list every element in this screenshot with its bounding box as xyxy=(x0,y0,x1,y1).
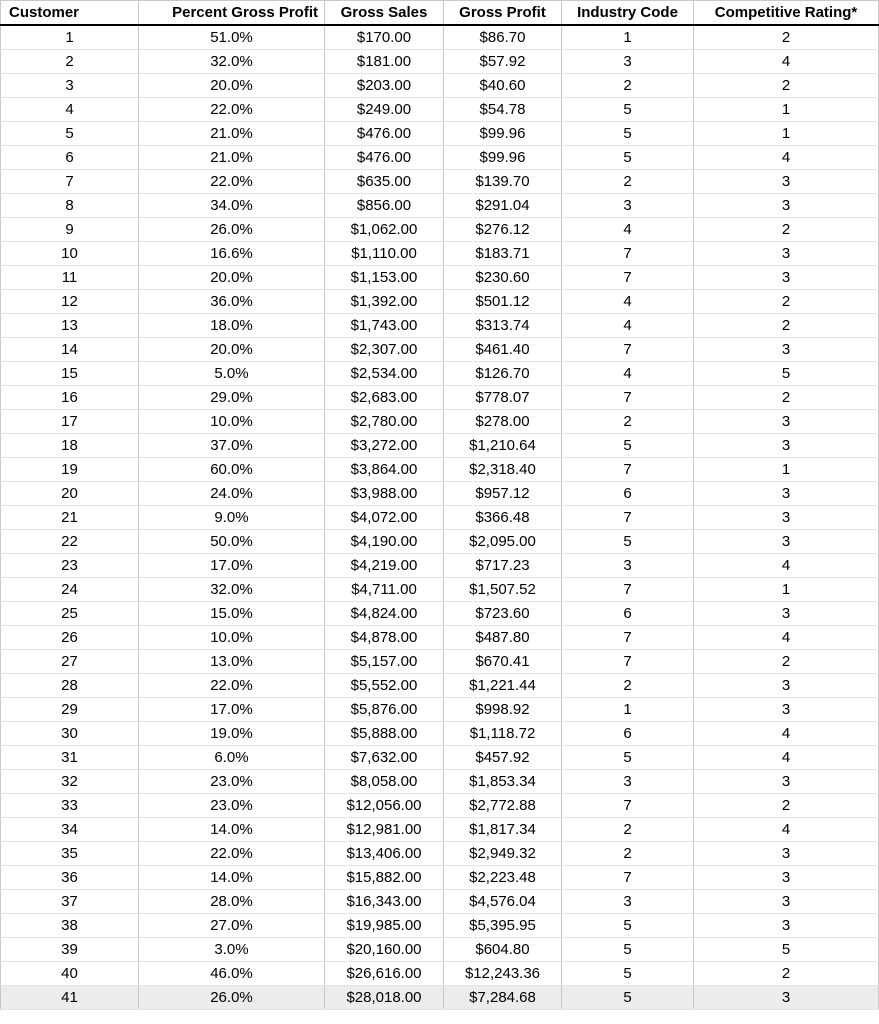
table-row[interactable] xyxy=(1,74,879,98)
column-header-percent-gross-profit[interactable]: Percent Gross Profit xyxy=(139,1,325,26)
competitive-rating-cell[interactable]: 1 xyxy=(694,458,879,482)
table-row[interactable] xyxy=(1,146,879,170)
gross-sales-cell[interactable]: $1,153.00 xyxy=(325,266,444,290)
customer-cell[interactable]: 17 xyxy=(1,410,139,434)
percent-gross-profit-cell[interactable]: 50.0% xyxy=(139,530,325,554)
table-row[interactable] xyxy=(1,890,879,914)
percent-gross-profit-cell[interactable]: 24.0% xyxy=(139,482,325,506)
table-row[interactable] xyxy=(1,986,879,1010)
customer-cell[interactable]: 18 xyxy=(1,434,139,458)
gross-sales-cell[interactable]: $7,632.00 xyxy=(325,746,444,770)
gross-sales-cell[interactable]: $20,160.00 xyxy=(325,938,444,962)
table-row[interactable] xyxy=(1,410,879,434)
industry-code-cell[interactable]: 4 xyxy=(562,362,694,386)
customer-cell[interactable]: 38 xyxy=(1,914,139,938)
competitive-rating-cell[interactable]: 4 xyxy=(694,746,879,770)
gross-profit-cell[interactable]: $604.80 xyxy=(444,938,562,962)
industry-code-cell[interactable]: 6 xyxy=(562,482,694,506)
competitive-rating-cell[interactable]: 3 xyxy=(694,914,879,938)
competitive-rating-cell[interactable]: 2 xyxy=(694,962,879,986)
customer-cell[interactable]: 3 xyxy=(1,74,139,98)
customer-cell[interactable]: 39 xyxy=(1,938,139,962)
table-row[interactable] xyxy=(1,746,879,770)
column-header-gross-profit[interactable]: Gross Profit xyxy=(444,1,562,26)
table-row[interactable] xyxy=(1,194,879,218)
percent-gross-profit-cell[interactable]: 28.0% xyxy=(139,890,325,914)
industry-code-cell[interactable]: 5 xyxy=(562,122,694,146)
customer-cell[interactable]: 31 xyxy=(1,746,139,770)
table-row[interactable] xyxy=(1,650,879,674)
percent-gross-profit-cell[interactable]: 19.0% xyxy=(139,722,325,746)
table-row[interactable] xyxy=(1,122,879,146)
customer-cell[interactable]: 6 xyxy=(1,146,139,170)
gross-profit-cell[interactable]: $2,095.00 xyxy=(444,530,562,554)
percent-gross-profit-cell[interactable]: 36.0% xyxy=(139,290,325,314)
industry-code-cell[interactable]: 7 xyxy=(562,458,694,482)
customer-cell[interactable]: 22 xyxy=(1,530,139,554)
industry-code-cell[interactable]: 7 xyxy=(562,626,694,650)
table-row[interactable] xyxy=(1,362,879,386)
gross-sales-cell[interactable]: $1,062.00 xyxy=(325,218,444,242)
gross-sales-cell[interactable]: $5,552.00 xyxy=(325,674,444,698)
industry-code-cell[interactable]: 3 xyxy=(562,50,694,74)
competitive-rating-cell[interactable]: 3 xyxy=(694,170,879,194)
table-row[interactable] xyxy=(1,314,879,338)
gross-profit-cell[interactable]: $12,243.36 xyxy=(444,962,562,986)
gross-sales-cell[interactable]: $12,981.00 xyxy=(325,818,444,842)
industry-code-cell[interactable]: 7 xyxy=(562,578,694,602)
competitive-rating-cell[interactable]: 3 xyxy=(694,770,879,794)
table-row[interactable] xyxy=(1,506,879,530)
gross-profit-cell[interactable]: $5,395.95 xyxy=(444,914,562,938)
gross-sales-cell[interactable]: $4,072.00 xyxy=(325,506,444,530)
percent-gross-profit-cell[interactable]: 20.0% xyxy=(139,266,325,290)
gross-sales-cell[interactable]: $16,343.00 xyxy=(325,890,444,914)
gross-sales-cell[interactable]: $203.00 xyxy=(325,74,444,98)
industry-code-cell[interactable]: 6 xyxy=(562,602,694,626)
customer-cell[interactable]: 12 xyxy=(1,290,139,314)
competitive-rating-cell[interactable]: 1 xyxy=(694,122,879,146)
percent-gross-profit-cell[interactable]: 23.0% xyxy=(139,794,325,818)
table-row[interactable] xyxy=(1,170,879,194)
competitive-rating-cell[interactable]: 3 xyxy=(694,242,879,266)
percent-gross-profit-cell[interactable]: 14.0% xyxy=(139,818,325,842)
gross-profit-cell[interactable]: $54.78 xyxy=(444,98,562,122)
competitive-rating-cell[interactable]: 3 xyxy=(694,842,879,866)
industry-code-cell[interactable]: 2 xyxy=(562,74,694,98)
table-row[interactable] xyxy=(1,938,879,962)
industry-code-cell[interactable]: 2 xyxy=(562,842,694,866)
industry-code-cell[interactable]: 7 xyxy=(562,506,694,530)
table-row[interactable] xyxy=(1,266,879,290)
table-row[interactable] xyxy=(1,25,879,50)
industry-code-cell[interactable]: 7 xyxy=(562,866,694,890)
gross-profit-cell[interactable]: $1,507.52 xyxy=(444,578,562,602)
table-row[interactable] xyxy=(1,626,879,650)
gross-sales-cell[interactable]: $5,888.00 xyxy=(325,722,444,746)
gross-profit-cell[interactable]: $99.96 xyxy=(444,122,562,146)
table-row[interactable] xyxy=(1,962,879,986)
gross-sales-cell[interactable]: $4,824.00 xyxy=(325,602,444,626)
customer-cell[interactable]: 8 xyxy=(1,194,139,218)
industry-code-cell[interactable]: 5 xyxy=(562,986,694,1010)
gross-profit-cell[interactable]: $461.40 xyxy=(444,338,562,362)
customer-cell[interactable]: 23 xyxy=(1,554,139,578)
percent-gross-profit-cell[interactable]: 60.0% xyxy=(139,458,325,482)
customer-cell[interactable]: 37 xyxy=(1,890,139,914)
gross-profit-cell[interactable]: $57.92 xyxy=(444,50,562,74)
percent-gross-profit-cell[interactable]: 16.6% xyxy=(139,242,325,266)
percent-gross-profit-cell[interactable]: 22.0% xyxy=(139,170,325,194)
table-row[interactable] xyxy=(1,290,879,314)
gross-profit-cell[interactable]: $2,223.48 xyxy=(444,866,562,890)
gross-profit-cell[interactable]: $457.92 xyxy=(444,746,562,770)
percent-gross-profit-cell[interactable]: 51.0% xyxy=(139,25,325,50)
gross-sales-cell[interactable]: $2,780.00 xyxy=(325,410,444,434)
competitive-rating-cell[interactable]: 3 xyxy=(694,194,879,218)
industry-code-cell[interactable]: 1 xyxy=(562,698,694,722)
gross-sales-cell[interactable]: $28,018.00 xyxy=(325,986,444,1010)
percent-gross-profit-cell[interactable]: 6.0% xyxy=(139,746,325,770)
industry-code-cell[interactable]: 5 xyxy=(562,434,694,458)
table-row[interactable] xyxy=(1,338,879,362)
industry-code-cell[interactable]: 3 xyxy=(562,554,694,578)
customer-cell[interactable]: 20 xyxy=(1,482,139,506)
competitive-rating-cell[interactable]: 3 xyxy=(694,866,879,890)
industry-code-cell[interactable]: 4 xyxy=(562,218,694,242)
table-row[interactable] xyxy=(1,914,879,938)
table-row[interactable] xyxy=(1,602,879,626)
industry-code-cell[interactable]: 7 xyxy=(562,266,694,290)
competitive-rating-cell[interactable]: 5 xyxy=(694,362,879,386)
percent-gross-profit-cell[interactable]: 10.0% xyxy=(139,410,325,434)
gross-sales-cell[interactable]: $3,864.00 xyxy=(325,458,444,482)
industry-code-cell[interactable]: 2 xyxy=(562,410,694,434)
gross-profit-cell[interactable]: $670.41 xyxy=(444,650,562,674)
gross-profit-cell[interactable]: $366.48 xyxy=(444,506,562,530)
gross-sales-cell[interactable]: $476.00 xyxy=(325,146,444,170)
gross-sales-cell[interactable]: $249.00 xyxy=(325,98,444,122)
customer-cell[interactable]: 30 xyxy=(1,722,139,746)
customer-cell[interactable]: 2 xyxy=(1,50,139,74)
gross-profit-cell[interactable]: $183.71 xyxy=(444,242,562,266)
percent-gross-profit-cell[interactable]: 32.0% xyxy=(139,578,325,602)
percent-gross-profit-cell[interactable]: 18.0% xyxy=(139,314,325,338)
gross-profit-cell[interactable]: $291.04 xyxy=(444,194,562,218)
gross-sales-cell[interactable]: $3,988.00 xyxy=(325,482,444,506)
gross-sales-cell[interactable]: $856.00 xyxy=(325,194,444,218)
competitive-rating-cell[interactable]: 3 xyxy=(694,674,879,698)
gross-profit-cell[interactable]: $1,210.64 xyxy=(444,434,562,458)
competitive-rating-cell[interactable]: 3 xyxy=(694,338,879,362)
industry-code-cell[interactable]: 5 xyxy=(562,530,694,554)
gross-profit-cell[interactable]: $126.70 xyxy=(444,362,562,386)
percent-gross-profit-cell[interactable]: 37.0% xyxy=(139,434,325,458)
industry-code-cell[interactable]: 3 xyxy=(562,890,694,914)
gross-profit-cell[interactable]: $778.07 xyxy=(444,386,562,410)
percent-gross-profit-cell[interactable]: 13.0% xyxy=(139,650,325,674)
table-row[interactable] xyxy=(1,866,879,890)
gross-sales-cell[interactable]: $2,307.00 xyxy=(325,338,444,362)
customer-cell[interactable]: 14 xyxy=(1,338,139,362)
customer-cell[interactable]: 34 xyxy=(1,818,139,842)
gross-profit-cell[interactable]: $86.70 xyxy=(444,25,562,50)
industry-code-cell[interactable]: 7 xyxy=(562,242,694,266)
industry-code-cell[interactable]: 5 xyxy=(562,746,694,770)
industry-code-cell[interactable]: 3 xyxy=(562,770,694,794)
gross-profit-cell[interactable]: $2,318.40 xyxy=(444,458,562,482)
competitive-rating-cell[interactable]: 3 xyxy=(694,434,879,458)
competitive-rating-cell[interactable]: 4 xyxy=(694,818,879,842)
gross-sales-cell[interactable]: $4,190.00 xyxy=(325,530,444,554)
customer-cell[interactable]: 33 xyxy=(1,794,139,818)
competitive-rating-cell[interactable]: 3 xyxy=(694,986,879,1010)
industry-code-cell[interactable]: 6 xyxy=(562,722,694,746)
table-row[interactable] xyxy=(1,818,879,842)
competitive-rating-cell[interactable]: 2 xyxy=(694,290,879,314)
industry-code-cell[interactable]: 4 xyxy=(562,314,694,338)
gross-sales-cell[interactable]: $2,683.00 xyxy=(325,386,444,410)
industry-code-cell[interactable]: 3 xyxy=(562,194,694,218)
customer-cell[interactable]: 40 xyxy=(1,962,139,986)
customer-cell[interactable]: 9 xyxy=(1,218,139,242)
percent-gross-profit-cell[interactable]: 3.0% xyxy=(139,938,325,962)
gross-sales-cell[interactable]: $3,272.00 xyxy=(325,434,444,458)
customer-cell[interactable]: 35 xyxy=(1,842,139,866)
industry-code-cell[interactable]: 5 xyxy=(562,914,694,938)
gross-profit-cell[interactable]: $723.60 xyxy=(444,602,562,626)
customer-cell[interactable]: 25 xyxy=(1,602,139,626)
column-header-competitive-rating[interactable]: Competitive Rating* xyxy=(694,1,879,26)
column-header-industry-code[interactable]: Industry Code xyxy=(562,1,694,26)
customer-cell[interactable]: 19 xyxy=(1,458,139,482)
industry-code-cell[interactable]: 7 xyxy=(562,386,694,410)
industry-code-cell[interactable]: 7 xyxy=(562,794,694,818)
customer-cell[interactable]: 13 xyxy=(1,314,139,338)
gross-sales-cell[interactable]: $15,882.00 xyxy=(325,866,444,890)
table-row[interactable] xyxy=(1,98,879,122)
customer-cell[interactable]: 11 xyxy=(1,266,139,290)
competitive-rating-cell[interactable]: 4 xyxy=(694,146,879,170)
competitive-rating-cell[interactable]: 4 xyxy=(694,50,879,74)
table-body xyxy=(1,25,879,1010)
percent-gross-profit-cell[interactable]: 27.0% xyxy=(139,914,325,938)
table-row[interactable] xyxy=(1,722,879,746)
customer-cell[interactable]: 26 xyxy=(1,626,139,650)
percent-gross-profit-cell[interactable]: 26.0% xyxy=(139,218,325,242)
customer-cell[interactable]: 27 xyxy=(1,650,139,674)
industry-code-cell[interactable]: 2 xyxy=(562,674,694,698)
gross-sales-cell[interactable]: $2,534.00 xyxy=(325,362,444,386)
competitive-rating-cell[interactable]: 4 xyxy=(694,722,879,746)
gross-profit-cell[interactable]: $1,221.44 xyxy=(444,674,562,698)
gross-sales-cell[interactable]: $4,878.00 xyxy=(325,626,444,650)
gross-sales-cell[interactable]: $1,743.00 xyxy=(325,314,444,338)
competitive-rating-cell[interactable]: 1 xyxy=(694,578,879,602)
table-row[interactable] xyxy=(1,842,879,866)
customer-cell[interactable]: 41 xyxy=(1,986,139,1010)
competitive-rating-cell[interactable]: 4 xyxy=(694,626,879,650)
percent-gross-profit-cell[interactable]: 20.0% xyxy=(139,338,325,362)
customer-cell[interactable]: 10 xyxy=(1,242,139,266)
gross-profit-cell[interactable]: $7,284.68 xyxy=(444,986,562,1010)
gross-profit-cell[interactable]: $2,772.88 xyxy=(444,794,562,818)
percent-gross-profit-cell[interactable]: 21.0% xyxy=(139,146,325,170)
percent-gross-profit-cell[interactable]: 17.0% xyxy=(139,554,325,578)
percent-gross-profit-cell[interactable]: 26.0% xyxy=(139,986,325,1010)
gross-sales-cell[interactable]: $635.00 xyxy=(325,170,444,194)
gross-profit-cell[interactable]: $1,817.34 xyxy=(444,818,562,842)
industry-code-cell[interactable]: 2 xyxy=(562,170,694,194)
competitive-rating-cell[interactable]: 5 xyxy=(694,938,879,962)
industry-code-cell[interactable]: 7 xyxy=(562,650,694,674)
table-row[interactable] xyxy=(1,698,879,722)
gross-sales-cell[interactable]: $1,392.00 xyxy=(325,290,444,314)
gross-profit-cell[interactable]: $278.00 xyxy=(444,410,562,434)
industry-code-cell[interactable]: 1 xyxy=(562,25,694,50)
percent-gross-profit-cell[interactable]: 15.0% xyxy=(139,602,325,626)
gross-sales-cell[interactable]: $12,056.00 xyxy=(325,794,444,818)
gross-profit-cell[interactable]: $487.80 xyxy=(444,626,562,650)
gross-sales-cell[interactable]: $4,711.00 xyxy=(325,578,444,602)
percent-gross-profit-cell[interactable]: 5.0% xyxy=(139,362,325,386)
customer-cell[interactable]: 21 xyxy=(1,506,139,530)
percent-gross-profit-cell[interactable]: 46.0% xyxy=(139,962,325,986)
gross-sales-cell[interactable]: $19,985.00 xyxy=(325,914,444,938)
customer-cell[interactable]: 5 xyxy=(1,122,139,146)
customer-cell[interactable]: 29 xyxy=(1,698,139,722)
competitive-rating-cell[interactable]: 3 xyxy=(694,506,879,530)
gross-profit-cell[interactable]: $501.12 xyxy=(444,290,562,314)
gross-sales-cell[interactable]: $13,406.00 xyxy=(325,842,444,866)
customer-cell[interactable]: 36 xyxy=(1,866,139,890)
gross-sales-cell[interactable]: $5,876.00 xyxy=(325,698,444,722)
gross-profit-cell[interactable]: $1,853.34 xyxy=(444,770,562,794)
gross-profit-cell[interactable]: $957.12 xyxy=(444,482,562,506)
gross-profit-cell[interactable]: $1,118.72 xyxy=(444,722,562,746)
customer-cell[interactable]: 28 xyxy=(1,674,139,698)
header-row xyxy=(1,1,879,26)
table-row[interactable] xyxy=(1,554,879,578)
customer-cell[interactable]: 24 xyxy=(1,578,139,602)
gross-profit-cell[interactable]: $99.96 xyxy=(444,146,562,170)
table-row[interactable] xyxy=(1,50,879,74)
table-row[interactable] xyxy=(1,242,879,266)
percent-gross-profit-cell[interactable]: 34.0% xyxy=(139,194,325,218)
gross-profit-cell[interactable]: $4,576.04 xyxy=(444,890,562,914)
industry-code-cell[interactable]: 5 xyxy=(562,146,694,170)
gross-profit-cell[interactable]: $2,949.32 xyxy=(444,842,562,866)
competitive-rating-cell[interactable]: 2 xyxy=(694,25,879,50)
gross-profit-cell[interactable]: $230.60 xyxy=(444,266,562,290)
customer-cell[interactable]: 32 xyxy=(1,770,139,794)
competitive-rating-cell[interactable]: 2 xyxy=(694,74,879,98)
customer-cell[interactable]: 15 xyxy=(1,362,139,386)
percent-gross-profit-cell[interactable]: 22.0% xyxy=(139,674,325,698)
percent-gross-profit-cell[interactable]: 17.0% xyxy=(139,698,325,722)
column-header-gross-sales[interactable]: Gross Sales xyxy=(325,1,444,26)
percent-gross-profit-cell[interactable]: 21.0% xyxy=(139,122,325,146)
competitive-rating-cell[interactable]: 3 xyxy=(694,698,879,722)
industry-code-cell[interactable]: 5 xyxy=(562,962,694,986)
competitive-rating-cell[interactable]: 3 xyxy=(694,266,879,290)
table-row[interactable] xyxy=(1,434,879,458)
percent-gross-profit-cell[interactable]: 10.0% xyxy=(139,626,325,650)
gross-profit-cell[interactable]: $313.74 xyxy=(444,314,562,338)
percent-gross-profit-cell[interactable]: 9.0% xyxy=(139,506,325,530)
competitive-rating-cell[interactable]: 3 xyxy=(694,410,879,434)
gross-sales-cell[interactable]: $26,616.00 xyxy=(325,962,444,986)
industry-code-cell[interactable]: 2 xyxy=(562,818,694,842)
table-row[interactable] xyxy=(1,674,879,698)
table-row[interactable] xyxy=(1,578,879,602)
gross-sales-cell[interactable]: $476.00 xyxy=(325,122,444,146)
percent-gross-profit-cell[interactable]: 22.0% xyxy=(139,842,325,866)
competitive-rating-cell[interactable]: 3 xyxy=(694,890,879,914)
gross-sales-cell[interactable]: $170.00 xyxy=(325,25,444,50)
customer-cell[interactable]: 4 xyxy=(1,98,139,122)
column-header-customer[interactable]: Customer xyxy=(1,1,139,26)
percent-gross-profit-cell[interactable]: 23.0% xyxy=(139,770,325,794)
competitive-rating-cell[interactable]: 2 xyxy=(694,650,879,674)
gross-profit-cell[interactable]: $717.23 xyxy=(444,554,562,578)
competitive-rating-cell[interactable]: 3 xyxy=(694,482,879,506)
competitive-rating-cell[interactable]: 2 xyxy=(694,794,879,818)
competitive-rating-cell[interactable]: 2 xyxy=(694,314,879,338)
competitive-rating-cell[interactable]: 2 xyxy=(694,386,879,410)
competitive-rating-cell[interactable]: 2 xyxy=(694,218,879,242)
table-row[interactable] xyxy=(1,386,879,410)
table-row[interactable] xyxy=(1,218,879,242)
gross-sales-cell[interactable]: $4,219.00 xyxy=(325,554,444,578)
gross-sales-cell[interactable]: $8,058.00 xyxy=(325,770,444,794)
gross-profit-cell[interactable]: $40.60 xyxy=(444,74,562,98)
customer-cell[interactable]: 1 xyxy=(1,25,139,50)
gross-profit-cell[interactable]: $276.12 xyxy=(444,218,562,242)
customer-cell[interactable]: 7 xyxy=(1,170,139,194)
competitive-rating-cell[interactable]: 3 xyxy=(694,602,879,626)
table-row[interactable] xyxy=(1,530,879,554)
customer-cell[interactable]: 16 xyxy=(1,386,139,410)
gross-profit-cell[interactable]: $139.70 xyxy=(444,170,562,194)
table-row[interactable] xyxy=(1,770,879,794)
table-row[interactable] xyxy=(1,458,879,482)
gross-sales-cell[interactable]: $1,110.00 xyxy=(325,242,444,266)
industry-code-cell[interactable]: 5 xyxy=(562,98,694,122)
industry-code-cell[interactable]: 7 xyxy=(562,338,694,362)
percent-gross-profit-cell[interactable]: 14.0% xyxy=(139,866,325,890)
percent-gross-profit-cell[interactable]: 32.0% xyxy=(139,50,325,74)
competitive-rating-cell[interactable]: 3 xyxy=(694,530,879,554)
industry-code-cell[interactable]: 4 xyxy=(562,290,694,314)
gross-sales-cell[interactable]: $5,157.00 xyxy=(325,650,444,674)
competitive-rating-cell[interactable]: 1 xyxy=(694,98,879,122)
competitive-rating-cell[interactable]: 4 xyxy=(694,554,879,578)
table-row[interactable] xyxy=(1,794,879,818)
percent-gross-profit-cell[interactable]: 29.0% xyxy=(139,386,325,410)
percent-gross-profit-cell[interactable]: 20.0% xyxy=(139,74,325,98)
gross-sales-cell[interactable]: $181.00 xyxy=(325,50,444,74)
industry-code-cell[interactable]: 5 xyxy=(562,938,694,962)
gross-profit-cell[interactable]: $998.92 xyxy=(444,698,562,722)
percent-gross-profit-cell[interactable]: 22.0% xyxy=(139,98,325,122)
table-row[interactable] xyxy=(1,482,879,506)
